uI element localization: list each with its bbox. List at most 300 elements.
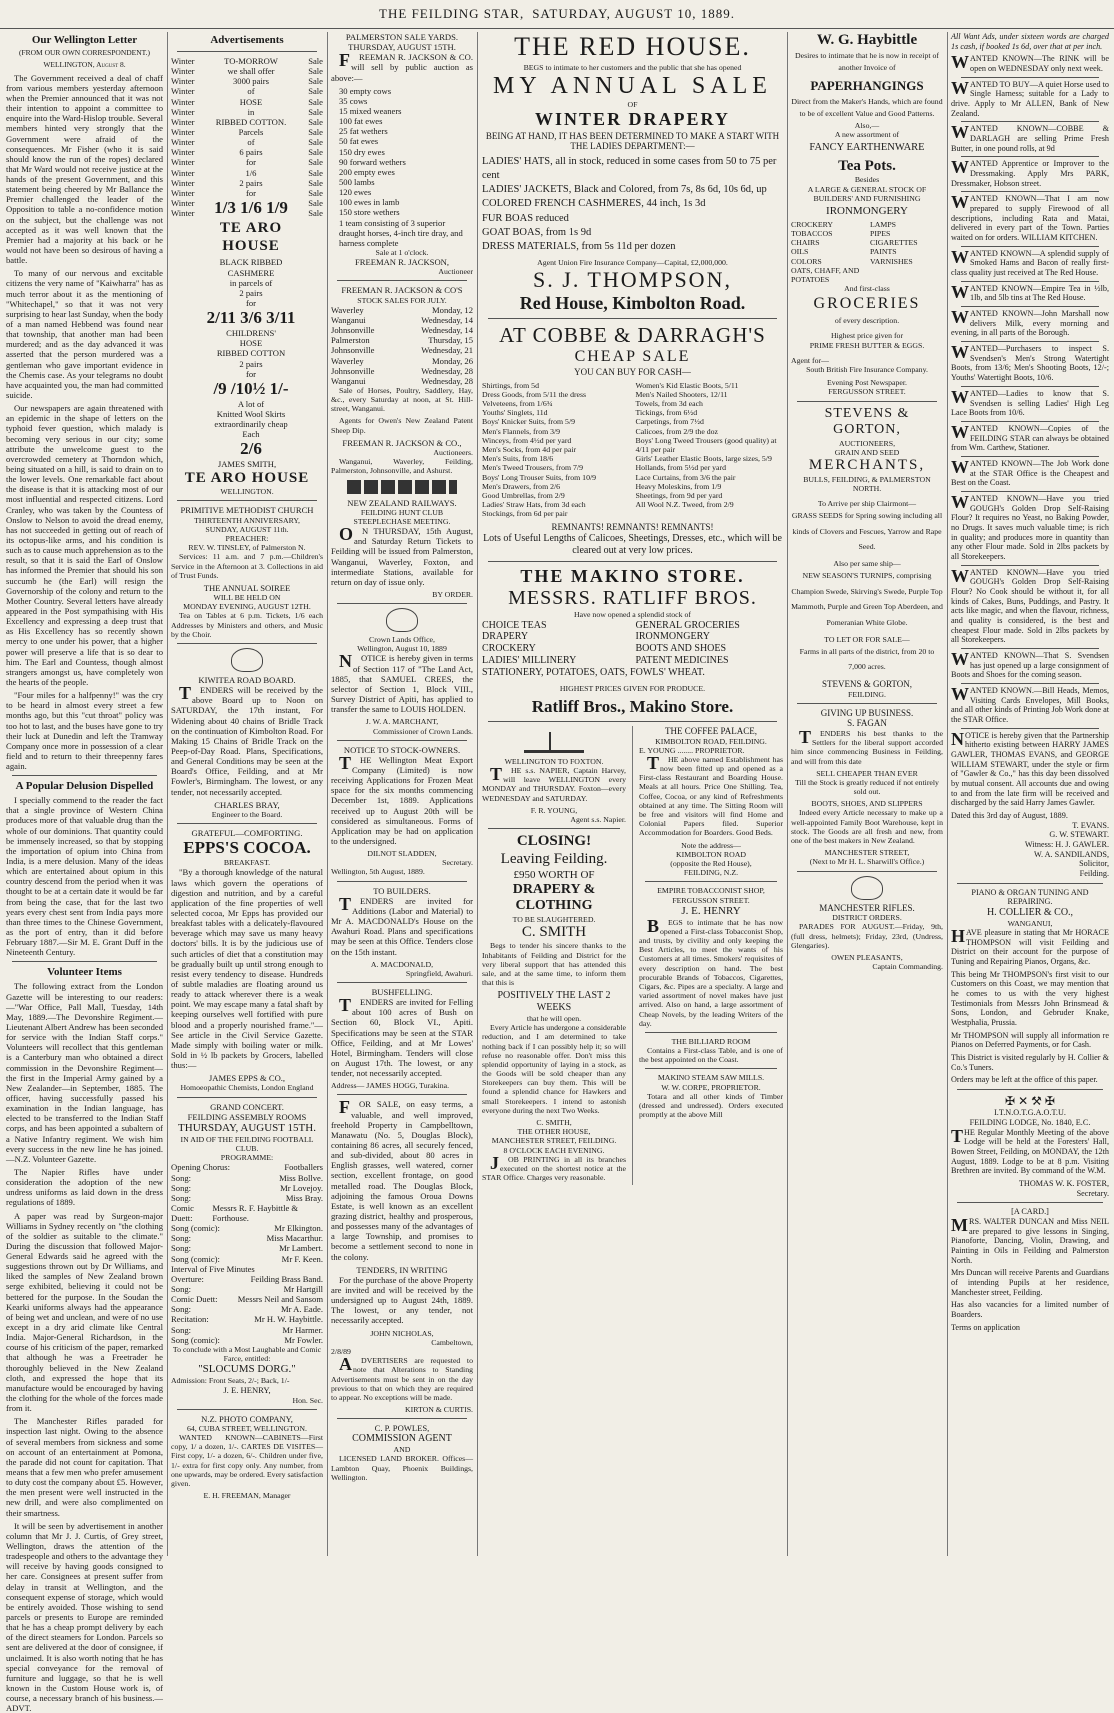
church-line: THIRTEENTH ANNIVERSARY, [194,515,300,525]
ad-line: we shall offer [227,66,275,77]
want-ad: WANTED KNOWN—COBBE & DARLAGH are selling Prime Fresh Butter, in one pound rolls, at 9d [951,122,1109,153]
ad-line: MANCHESTER STREET, [824,848,910,858]
sale-date-row [331,325,473,335]
ad-line: HOSE [239,96,263,107]
ad-line: Each [242,429,260,440]
winter-sale-lines [203,56,299,198]
ad-line: for [245,368,257,379]
ad-heading: PIANO & ORGAN TUNING AND REPAIRING. [971,887,1089,907]
ad-line: Have now opened a splendid stock of [574,610,691,620]
price-item: All Wool N.Z. Tweed, from 2/9 [635,500,734,510]
ad-heading: DISTRICT ORDERS. [832,913,902,923]
divider [488,721,777,722]
ad-line: PROGRAMME: [220,1153,274,1163]
church-line: PREACHER: [225,534,269,543]
ad-subheading: FEILDING HUNT CLUB STEEPLECHASE MEETING. [353,507,451,526]
ad-subheading: BREAKFAST. [223,858,271,868]
ad-heading: WANGANUI, [1007,918,1053,928]
winter-word: Winter [171,66,195,77]
stock-item: 150 store wethers [339,207,400,218]
sale-word: Sale [308,126,323,137]
coat-of-arms-icon [231,648,263,672]
stock-item: 50 fat ewes [339,136,379,147]
ad-signature: Engineer to the Board. [211,809,283,819]
sale-item: DRESS MATERIALS, from 5s 11d per dozen [482,240,676,252]
want-ad: WANTED KNOWN—Copies of the FEILDING STAR can always be obtained from Wm. Carthew, Stationer. [951,421,1109,453]
ad-signature: Springfield, Awahuri. [405,968,473,978]
goods-item: LADIES' MILLINERY [482,655,577,667]
ad-heading: GROCERIES [813,295,921,313]
ad-line: Knitted Wool Skirts [216,409,286,419]
goods-item: BOOTS AND SHOES [635,643,727,655]
divider [177,643,317,644]
goods-item: PAINTS [870,247,897,257]
goods-item: GENERAL GROCERIES [635,619,740,631]
ad-heading: AUCTIONEERS, [838,438,896,448]
ad-heading: EMPIRE TOBACCONIST SHOP, [657,886,765,896]
ad-heading: Ratliff Bros., Makino Store. [531,696,734,716]
programme-row-value: Mr Hartgill [283,1284,323,1295]
winter-word: Winter [171,208,195,219]
price-item: Girls' Leather Elastic Boots, large sizes, 5/9 [635,454,772,464]
ad-signature: THOMAS W. K. FOSTER, [1018,1179,1109,1188]
stock-item: 120 ewes [339,187,372,198]
want-ad: WANTED TO BUY—A quiet Horse used to Single Harness; suitable for a Lady to drive. Apply to Mr ALLEN, Bank of New Zealand. [951,77,1109,118]
ad-signature: Cambeltown, [431,1337,473,1347]
stock-item: 1 team consisting of 3 superior draught horses, 4-inch tire dray, and harness complete [339,217,463,248]
ad-line: TO LET OR FOR SALE— [824,634,910,644]
programme-row-value: Mr Harmer. [282,1324,323,1335]
price-line: 1/3 1/6 1/9 [214,197,288,217]
ad-paragraph: Has also vacancies for a limited number of Boarders. [951,1300,1109,1320]
price-list-left [482,381,630,519]
ad-heading: THE BILLIARD ROOM [671,1036,751,1046]
signature-line: Witness: H. J. GAWLER. [1024,840,1109,850]
ad-line: Parcels [238,126,264,137]
price-line: /9 /10½ 1/- [213,378,289,398]
ad-paragraph: Totara and all other kinds of Timber (dressed and undressed). Orders executed promptly at the above Mill [639,1091,783,1120]
church-line: THE ANNUAL SOIREE [203,582,291,593]
goods-item: CROCKERY [791,219,834,229]
ad-heading: MAKINO STEAM SAW MILLS. [657,1073,765,1083]
ad-paragraph: TENDERS are invited for Additions (Labor and Material) to Mr A. MACDONALD's House on the Awahuri Road. Plans and specifications may be seen at this Office. Tenders close on the 15th instant. [331,893,473,957]
sale-date-row-value: Wednesday, 14 [421,325,473,336]
price-item: Towels, from 3d each [635,399,703,409]
price-item: Calicoes, from 2/9 the doz [635,426,718,436]
divider [337,1418,467,1419]
goods-item: OILS [791,247,809,257]
coat-of-arms-icon [386,608,418,632]
goods-item: CROCKERY [482,643,536,655]
ad-line: Highest price given for [830,331,904,341]
ad-heading: TO BE SLAUGHTERED. [512,914,596,924]
ad-paragraph: Every Article has undergone a considerable reduction, and I am determined to take nothing back if I can possibly help it; so will refuse no reasonable offer. Don't miss this splendid opportunity of laying in a stock, as the Goods will be sold cheaper than any Storekeepers can buy them. This will be found a splendid chance for Hawkers and small Storekeepers. I intend to astonish everyone during the next Two Weeks. [482,1023,626,1115]
ad-paragraph: NOTICE is hereby given that the Partnership hitherto existing between HARRY JAMES GAWLER, THOMAS EVANS, and GEORGE WILLIAM STEWART, under the style or firm of "Gawler & Co.," has this day been dissolved by mutual consent. All accounts due and owing to and from the late firm will be received and discharged by the said Harry James Gawler. [951,728,1109,808]
stock-item: 500 lambs [339,176,375,187]
stock-list [339,86,473,248]
winter-word: Winter [171,126,195,137]
programme-row-value: Miss Macarthur. [266,1233,323,1244]
winter-sale-lines [203,399,299,440]
ad-heading: Leaving Feilding. [500,850,608,867]
ad-line: PRIME FRESH BUTTER & EGGS. [809,340,925,350]
article-dateline: WELLINGTON, August 8. [43,59,126,69]
shop-name: TE ARO HOUSE [219,219,283,254]
article-paragraph: The Government received a deal of chaff from various members yesterday afternoon when the Premier announced that it was not their intention to appoint a committee to enquire into the Ward-Hislop trouble. Several members hinted very strongly that the Government were afraid of the consequences. Mr Fisher (who it is said should know the run of the ropes) declared that Mr Ward would not receive justice at the hands of the present Government, and this statement being cheered by Mr Ballance the Premier challenged the leader of the Opposition to table a no-confidence motion on the subject, but the challenge was not accepted as it was well known that the Premier had a majority at his back or he would not have been so desirous of having a battle. [6,72,163,266]
sale-word: Sale [308,177,323,188]
price-list-right [636,381,784,519]
ad-signature: A. MACDONALD, [370,959,434,969]
church-line: REV. W. TINSLEY, of Palmerston N. [188,543,306,553]
ad-heading: THURSDAY, AUGUST 15TH. [178,1121,316,1134]
ad-line: Note the address— [681,840,741,850]
ad-line: A new assortment of [834,130,900,140]
programme-row-value: Feilding Brass Band. [250,1273,323,1284]
ad-signature: F. R. YOUNG, [530,805,578,815]
column-3 [331,32,473,1556]
ad-line: Farms in all parts of the district, from 20 to 7,000 acres. [799,646,935,672]
programme-row-label: Song (comic): [171,1334,220,1345]
sale-date-row [331,356,473,366]
divider [645,881,777,882]
ad-paragraph: Mr THOMPSON will supply all information re Pianos on Deferred Payments, or for Cash. [951,1030,1109,1050]
divider [337,603,467,604]
sale-date-row-value: Wednesday, 28 [421,365,473,376]
ad-line: BLACK RIBBED [219,257,283,268]
church-line: SUNDAY, AUGUST 11th. [205,524,289,534]
programme-row [171,1173,323,1183]
signature-line: W. A. SANDILANDS, [1034,849,1109,859]
sale-item: FUR BOAS reduced [482,212,569,224]
ad-heading: THE RED HOUSE. [514,32,751,61]
goods-item: PIPES [870,229,891,239]
programme-row-value: Footballers [284,1162,323,1173]
ad-heading: C. SMITH [521,923,587,940]
ad-paragraph: For the purchase of the above Property are invited and will be received by the undersigned up to August 24th, 1889. The lowest, or any tender, not necessarily accepted. [331,1274,473,1326]
goods-list-right [870,220,943,284]
ad-line: that he will open. [526,1013,582,1023]
stock-item: 90 forward wethers [339,156,406,167]
ad-paragraph: Indeed every Article necessary to make up a well-appointed Family Boot Warehouse, kept in stock. The Goods are all fresh and new, from one of the best makers in New Zealand. [791,808,943,845]
ad-signature: MANCHESTER STREET, FEILDING. [491,1136,617,1146]
programme-row-label: Song: [171,1304,192,1315]
ad-line: 2 pairs [239,177,263,188]
price-item: Women's Kid Elastic Boots, 5/11 [635,380,739,390]
winter-sale-body [203,56,299,460]
winter-word: Winter [171,157,195,168]
ad-line: BEGS to intimate to her customers and the public that she has opened [523,62,742,72]
divider [961,246,1099,247]
ad-line: HIGHEST PRICES GIVEN FOR PRODUCE. [559,683,706,693]
divider [337,881,467,882]
ad-heading: GRAND CONCERT. [210,1101,284,1112]
want-ad: WANTED KNOWN—That S. Svendsen has just opened up a large consignment of Boots and Shoes for the coming season. [951,648,1109,680]
goods-item: DRAPERY [482,631,529,643]
programme-row-label: Song: [171,1243,192,1254]
sale-item: LADIES' JACKETS, Black and Colored, from 7s, 8s 6d, 10s 6d, up [482,184,767,196]
ad-paragraph: MRS. WALTER DUNCAN and Miss NEIL are prepared to give lessons in Singing, Pianoforte, Dancing, Violin, Drawing, and Painting in Oils in Feilding and Palmerston North. [951,1215,1109,1265]
winter-word: Winter [171,187,195,198]
ad-subheading: STOCK SALES FOR JULY. [357,295,447,305]
programme-row [171,1294,323,1304]
ad-paragraph: "By a thorough knowledge of the natural laws which govern the operations of digestion and nutrition, and by a careful application of the fine properties of well selected cocoa, Mr Epps has provided our breakfast tables with a delicately-flavoured beverage which may save us many heavy doctors' bills. It is by the judicious use of such articles of diet that a constitution may be gradually built up until strong enough to resist every tendency to disease. Hundreds of subtle maladies are floating around us ready to attack wherever there is a weak point. We may escape many a fatal shaft by keeping ourselves well fortified with pure blood and a properly nourished frame."—See article in the Civil Service Gazette. Made simply with boiling water or milk. Sold in ½ lb packets by Grocers, labelled thus:— [171,867,323,1071]
want-ad: WANTED KNOWN—John Marshall now delivers Milk, every morning and evening, in all parts of the Borough. [951,307,1109,338]
ad-signature: Homoeopathic Chemists, London England [180,1083,314,1093]
programme-row [171,1233,323,1243]
article-heading: Volunteer Items [47,966,122,979]
ad-line: IN AID OF THE FEILDING FOOTBALL CLUB. [180,1134,314,1153]
price-item: Men's Socks, from 4d per pair [482,444,577,454]
programme-row-label: Song (comic): [171,1253,220,1264]
ad-paragraph: FREEMAN R. JACKSON & CO. will sell by public auction as above:— [331,50,473,83]
ad-heading: MERCHANTS, [808,456,926,473]
divider [957,1089,1103,1090]
signature-line: G. W. STEWART. [1049,830,1109,840]
ad-heading: N.Z. PHOTO COMPANY, [201,1413,293,1424]
sale-date-row-value: Monday, 26 [432,355,473,366]
ad-signature: Captain Commanding. [872,962,943,972]
ad-line: Wellington, 5th August, 1889. [331,867,425,877]
sale-word: Sale [308,197,323,208]
ad-paragraph: THE Regular Monthly Meeting of the above Lodge will be held at the Foresters' Hall, Bowen Street, Feilding, on MONDAY, the 12th August, 1889. Lodge to be at 8 p.m. Visiting Brethren are invited. By command of the W.M. [951,1125,1109,1176]
sale-date-row-value: Wednesday, 21 [421,345,473,356]
ad-heading: MANCHESTER RIFLES. [819,902,915,913]
programme-row-label: Recitation: [171,1314,209,1325]
programme-row-value: Mr A. Eade. [280,1304,323,1315]
programme-row [171,1183,323,1193]
ad-signature: FREEMAN R. JACKSON & CO., [342,437,462,448]
ad-paragraph: Sale of Horses, Poultry, Saddlery, Hay, &c., every Saturday at noon, at St. Hill-street, Wanganui. [331,385,473,414]
divider [177,1097,317,1098]
sale-word: Sale [308,96,323,107]
ad-line: GRASS SEEDS for Spring sowing including all kinds of Clovers and Fescues, Yarrow and Rape Seed. [791,511,943,552]
stock-item: 100 ewes in lamb [339,197,400,208]
masthead-paper: THE FEILDING STAR, [379,6,525,21]
ad-heading: [A CARD.] [1011,1207,1049,1217]
signature-list [951,821,1109,879]
ad-line: Till the Stock is greatly reduced if not entirely sold out. [795,777,939,797]
price-item: Ladies' Straw Hats, from 3d each [482,500,586,510]
goods-item: LAMPS [870,219,896,229]
ad-heading: 64, CUBA STREET, WELLINGTON. [187,1423,307,1433]
ad-heading: WELLINGTON TO FOXTON. [504,756,604,766]
ad-signature: JOHN NICHOLAS, [370,1328,434,1338]
divider [961,191,1099,192]
church-line: Services: 11 a.m. and 7 p.m.—Children's Service in the Afternoon at 3. Collections in aid of Trust Funds. [171,552,323,580]
programme-row-label: Song: [171,1324,192,1335]
ad-heading: Tea Pots. [838,157,896,174]
ad-line: Dated this 3rd day of August, 1889. [951,811,1068,821]
programme-row-value: Mr Fowler. [284,1334,323,1345]
divider [177,1409,317,1410]
price-list [482,381,783,519]
ad-heading: E. YOUNG ........ PROPRIETOR. [639,745,745,755]
programme-row-value: Messrs Neil and Sansom [237,1294,323,1305]
sale-date-row [331,305,473,315]
want-ad: WANTED KNOWN—Empire Tea in ½lb, 1lb, and 5lb tins at The Red House. [951,281,1109,303]
ad-line: Evening Post Newspaper. [827,378,907,388]
ad-paragraph: This being Mr THOMPSON's first visit to our Customers on this Coast, we may mention that he comes to us with the very highest Testimonials from Messrs John Brinsmead & Sons, London, and Gebruder Knake, Westphalia, Prussia. [951,969,1109,1028]
ad-paragraph: THE Wellington Meat Export Company (Limited) is now receiving Applications for Frozen Meat space for the six months commencing December 1st, 1889. Applications received up to August 20th will be considered as simultaneous. Forms of Application may be had on application to the undersigned. [331,752,473,846]
ad-signature: Commissioner of Crown Lands. [372,726,473,736]
ad-signature: E. H. FREEMAN, Manager [203,1491,291,1501]
ad-line: 2 pairs [239,358,263,369]
ad-line: Agent Union Fire Insurance Company—Capital, £2,000,000. [537,258,728,268]
ad-line: in [247,106,255,117]
ad-heading: WINTER DRAPERY [535,109,730,130]
sale-date-row-label: Johnsonville [331,345,375,356]
ad-paragraph: FOR SALE, on easy terms, a valuable, and well improved, freehold Property in Campbelltown, Manawatu (No. 5, Douglas Block), containing 86 acres, all securely fenced, and sub-divided, about 80 acres in English grasses, well watered, corner section, excellent frontage, on good metalled road. The Douglas Block, adjoining the famous Oroua Downs Estate, is well known as an excellent grazing district, healthy and prosperous, and possesses many of the advantages of a large Township, and promises to become a settlement second to none in the colony. [331,1097,473,1262]
ad-line: RIBBED COTTON [216,348,286,359]
sale-word: Sale [308,86,323,97]
divider [797,703,937,704]
price-item: Heavy Moleskins, from 1/9 [635,481,722,491]
sale-word: Sale [308,66,323,77]
divider [12,775,157,776]
divider [961,456,1099,457]
sale-date-row [331,376,473,386]
ad-heading: DRAPERY & CLOTHING [512,881,596,914]
ad-signature: J. W. A. MARCHANT, [365,717,439,727]
ad-heading: FREEMAN R. JACKSON & CO'S [341,285,463,296]
sale-date-row-value: Thursday, 15 [428,335,473,346]
programme-row-value: Messrs R. F. Haybittle & Forthouse. [212,1202,299,1224]
ad-heading: THE MAKINO STORE. [520,565,745,586]
sale-date-row-label: Waverley [331,304,364,315]
want-ad: WANTED—Purchasers to inspect S. Svendsen's Men's Strong Watertight Boots, from 13/6; Men's Shooting Boots, 12/-; Youths' Watertight Boots, 10/6. [951,342,1109,383]
ad-heading: AND [393,1445,411,1455]
ad-line: FERGUSSON STREET. [828,387,906,397]
ad-heading: COMMISSION AGENT [352,1433,452,1445]
signature-line: T. EVANS. [1072,820,1109,830]
ad-line: South British Fire Insurance Company. [806,364,928,374]
concert-programme [171,1162,323,1345]
programme-row-label: Song: [171,1284,192,1295]
stock-item: 30 empty cows [339,85,392,96]
ad-heading: W. G. Haybittle [816,32,918,48]
winter-word: Winter [171,55,195,66]
ad-line: in parcels of [229,277,273,288]
programme-row-value: Mr F. Keen. [281,1253,323,1264]
divider [488,318,777,319]
ad-line: Sale at 1 o'clock. [375,247,429,257]
ad-heading: C. P. POWLES, [374,1423,430,1434]
divider [961,565,1099,566]
ad-paragraph: THE s.s. NAPIER, Captain Harvey, will leave WELLINGTON every MONDAY and THURSDAY. Foxton—every WEDNESDAY and SATURDAY. [482,764,626,803]
ad-line: Desires to intimate that he is now in receipt of another Invoice of [795,50,939,73]
ad-heading: NEW ZEALAND RAILWAYS. [347,497,457,508]
want-ad: WANTED KNOWN—A splendid supply of Smoked Hams and Bacon of really first-class quality just received at The Red House. [951,246,1109,278]
column-1 [6,32,163,1713]
ad-line: REMNANTS! REMNANTS! REMNANTS! [551,522,714,533]
ad-line: Also per same ship— [833,558,901,568]
signature-line: Solicitor, [1079,859,1109,869]
article-byline: (FROM OUR OWN CORRESPONDENT.) [18,47,151,57]
sale-word: Sale [308,116,323,127]
programme-row [171,1284,323,1294]
ad-signature: J. E. HENRY, [223,1385,271,1396]
price-item: Good Umbrellas, from 2/9 [482,490,565,500]
goods-list-right [636,620,784,667]
programme-row-label: Song: [171,1182,192,1193]
sale-date-row-label: Johnsonville [331,365,375,376]
ad-paragraph: Begs to tender his sincere thanks to the Inhabitants of Feilding and District for the very liberal support that has attended this sale, and at the same time, to inform them that this is [482,941,626,988]
sale-date-row-label: Waverley [331,355,364,366]
section-heading: Advertisements [210,34,284,46]
ad-heading: MY ANNUAL SALE [493,72,772,99]
stock-item: 35 cows [339,95,368,106]
price-item: Men's Suits, from 18/6 [482,454,554,464]
programme-row-label: Song: [171,1192,192,1203]
ad-heading: PALMERSTON SALE YARDS. [345,32,459,42]
church-line: MONDAY EVENING, AUGUST 12TH. [183,602,311,612]
divider [337,280,467,281]
ad-paragraph: Terms on application [951,1322,1021,1332]
column-2 [171,32,323,1556]
stock-item: 15 mixed weaners [339,105,402,116]
ad-paragraph: BEGS to intimate that he has now opened a First-class Tobacconist Shop, and trusts, by civility and only keeping the Best Articles, to meet the wants of his Customers at all times. Smokers' requisites of every description on hand. The best procurable Brands of Tobaccos, Cigarettes, Cigars, &c. Pipes are a specialty. A large and varied assortment of novel makes have just arrived. Also on hand, a large assortment of Cheap Novels, by the leading Writers of the day. [639,915,783,1028]
column-5 [791,32,943,1556]
divider [961,77,1099,78]
column-rule [477,32,478,1556]
ad-signature: Auctioneers. [433,448,473,457]
locomotive-icon [347,480,457,494]
sale-date-row-label: Palmerston [331,335,370,346]
sale-word: Sale [308,208,323,219]
price-item: Lace Curtains, from 3/6 the pair [635,472,736,482]
winter-word: Winter [171,76,195,87]
sale-word: Sale [308,187,323,198]
divider [961,421,1099,422]
price-item: Dress Goods, from 5/11 the dress [482,389,587,399]
ad-heading: AT COBBE & DARRAGH'S [499,323,766,348]
programme-row [171,1203,323,1223]
ad-line: STATIONERY, POTATOES, OATS, FOWLS' WHEAT. [482,666,705,678]
article-heading: A Popular Delusion Dispelled [15,780,154,793]
divider [645,1068,777,1069]
ad-line: 2/8/89 [331,1346,351,1356]
ad-paragraph: ON THURSDAY, 15th August, and Saturday Return Tickets to Feilding will be issued from Palmerston, Wanganui, Waverley, Foxton, and intermediate Stations, available for return on day of issue only. [331,524,473,587]
winter-word: Winter [171,106,195,117]
masonic-symbols-icon: ✠ ✕ ⚒ ✠ [1005,1094,1055,1109]
ad-line: BOOTS, SHOES, AND SLIPPERS [811,799,923,809]
column-6 [951,32,1109,1556]
ad-signature: Hon. Sec. [292,1395,323,1405]
programme-row [171,1193,323,1203]
programme-row-label: Comic Duett: [171,1294,218,1305]
masthead [0,0,1114,29]
ad-line: YOU CAN BUY FOR CASH— [574,367,691,378]
divider [961,121,1099,122]
ad-heading: S. FAGAN [847,718,887,729]
sale-date-row-label: Johnsonville [331,325,375,336]
ad-paragraph: LICENSED LAND BROKER. Offices—Lambton Quay, Phoenix Buildings, Wellington. [331,1454,473,1482]
divider [961,156,1099,157]
sale-item: LADIES' HATS, all in stock, reduced in some cases from 50 to 75 per cent [482,155,777,181]
price-item: Carpetings, from 7½d [635,417,704,427]
ad-line: of every description. [834,316,900,326]
ad-line: "SLOCUMS DORG." [198,1363,296,1376]
sale-date-row-value: Wednesday, 28 [421,375,473,386]
ad-signature: C. SMITH, [536,1118,572,1128]
price-line: 2/6 [240,439,262,459]
column-rule [787,32,788,1556]
ad-line: Besides [854,175,880,185]
winter-word: Winter [171,137,195,148]
sale-word-list [299,56,323,460]
ad-line: TO-MORROW [224,55,278,66]
ad-line: extraordinarily cheap [214,419,288,430]
